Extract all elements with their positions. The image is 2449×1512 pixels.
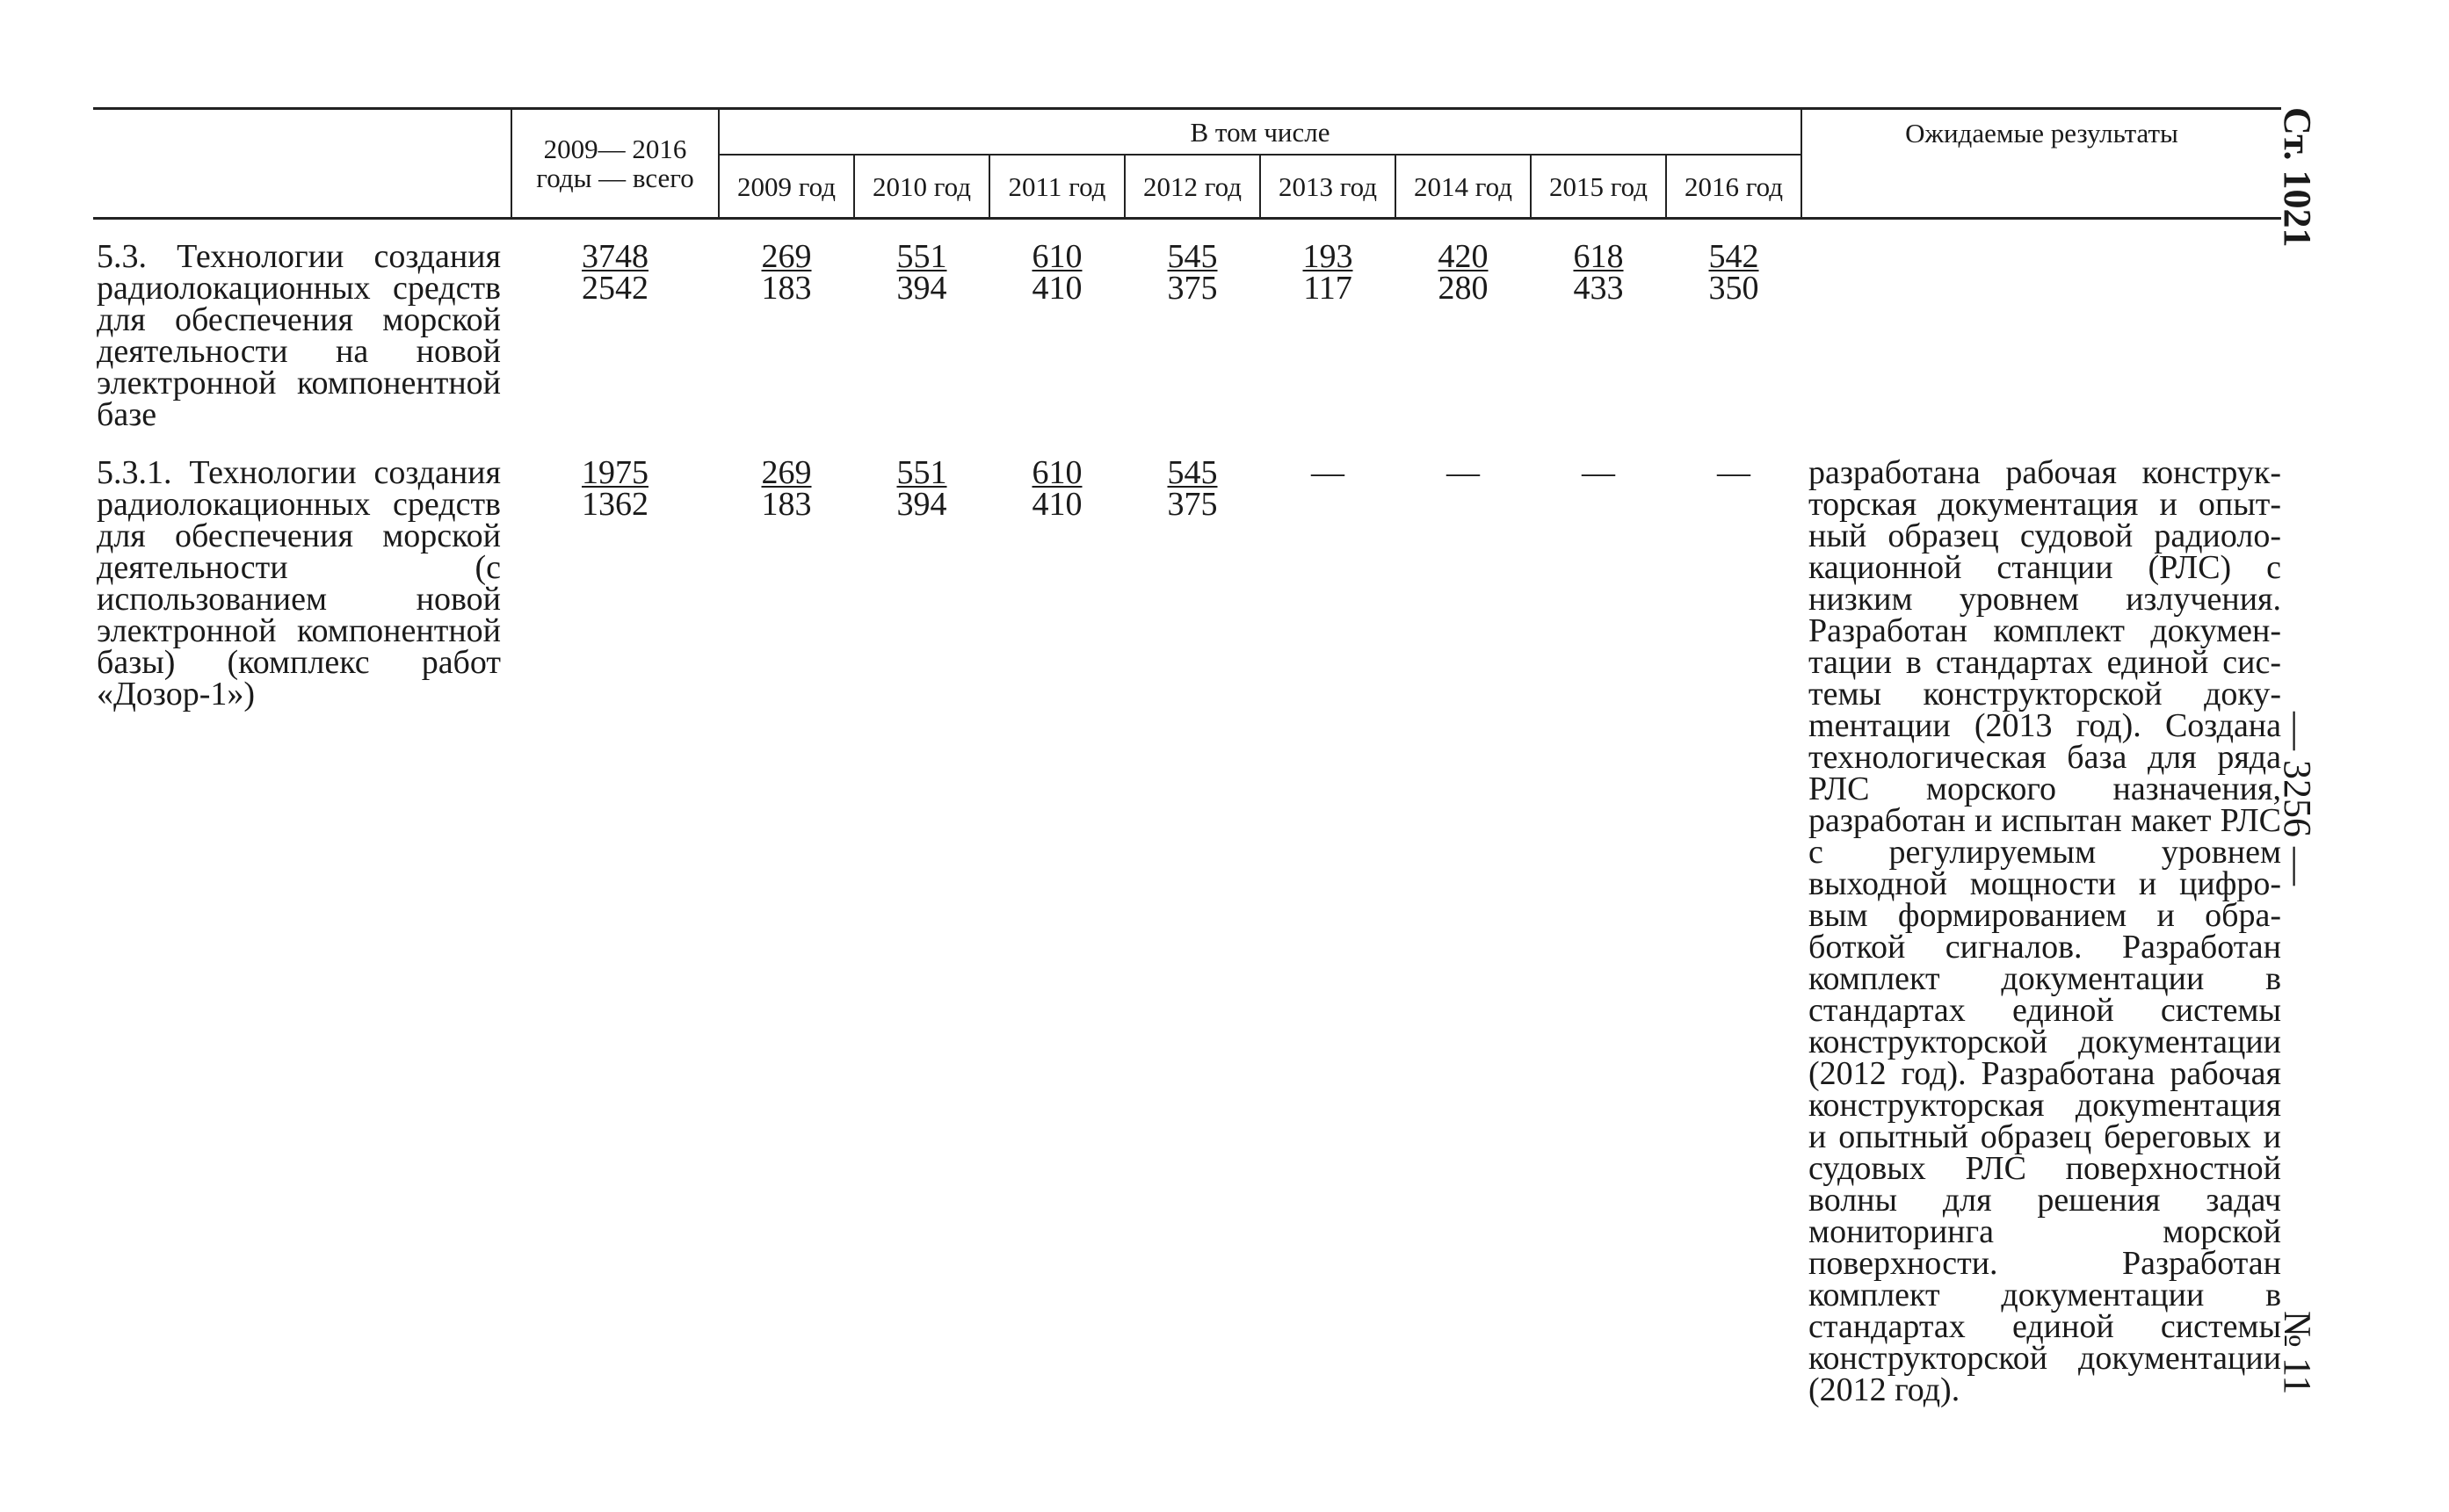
- row-name: 5.3. Технологии создания радиолокационных средств для обеспечения морской деятельности на новой электронной компонентной базе: [97, 238, 501, 433]
- header-year-2013: 2013 год: [1260, 155, 1395, 219]
- table-row: [93, 241, 2281, 430]
- row-result: разработана рабочая конструкторская документация и опытный образец судовой радиолокационной станции (РЛС) с низким уровнем излучения. Разработан комплект документации в стандартах единой системы конструкторской докуmентации (2013 год). Создана технологическая база для ряда РЛС морского назначения, разработан и испытан макет РЛС с регулируемым уровнем выходной мощности и цифровым формированием и обработкой сигналов. Разработан комплект документации в стандартах единой системы конструкторской документации (2012 год). Разработана рабочая конструкторская докуmентация и опытный образец береговых и судовых РЛС поверхностной волны для решения задач мониторинга морской поверхности. Разработан комплект документации в стандартах единой системы конструкторской документации (2012 год).: [1808, 454, 2282, 1408]
- row-total: $\frac{3748}{2542}$: [582, 238, 648, 307]
- row-value-2009: $\frac{269}{183}$: [761, 238, 812, 307]
- row-value-2014: $\frac{420}{280}$: [1438, 238, 1489, 307]
- header-year-2015: 2015 год: [1531, 155, 1666, 219]
- row-value-2011: $\frac{610}{410}$: [1032, 454, 1083, 523]
- issue-number: № 11: [2276, 1311, 2319, 1395]
- program-table: [93, 107, 2281, 1406]
- row-value-2010: $\frac{551}{394}$: [896, 238, 947, 307]
- row-result: [1801, 241, 2281, 430]
- page-label: Ст. 1021: [2276, 107, 2319, 248]
- table-row: [93, 457, 2281, 1406]
- row-value-2012: $\frac{545}{375}$: [1167, 454, 1218, 523]
- header-name-cell: [93, 109, 511, 219]
- row-value-2015: $\frac{618}{433}$: [1573, 238, 1624, 307]
- row-value-2010: $\frac{551}{394}$: [896, 454, 947, 523]
- header-year-2009: 2009 год: [719, 155, 854, 219]
- row-value-2011: $\frac{610}{410}$: [1032, 238, 1083, 307]
- row-value-2014: —: [1446, 454, 1480, 491]
- header-year-2010: 2010 год: [854, 155, 989, 219]
- row-total: $\frac{1975}{1362}$: [582, 454, 648, 523]
- header-year-2016: 2016 год: [1666, 155, 1801, 219]
- row-name: 5.3.1. Технологии создания радиолокационных средств для обеспечения морской деятельности (с использованием новой электронной компонентной базы) (комплекс работ «Дозор-1»): [97, 454, 501, 713]
- header-total-label: 2009— 2016 годы — всего: [536, 134, 694, 193]
- page-number: — 3256 —: [2276, 712, 2319, 886]
- row-value-2016: $\frac{542}{350}$: [1708, 238, 1759, 307]
- header-year-2012: 2012 год: [1125, 155, 1260, 219]
- row-value-2013: —: [1311, 454, 1344, 491]
- row-value-2012: $\frac{545}{375}$: [1167, 238, 1218, 307]
- header-results: Ожидаемые результаты: [1801, 109, 2281, 219]
- header-including: В том числе: [719, 109, 1801, 156]
- header-year-2011: 2011 год: [989, 155, 1125, 219]
- header-total-cell: [511, 109, 719, 219]
- row-value-2009: $\frac{269}{183}$: [761, 454, 812, 523]
- row-value-2013: $\frac{193}{117}$: [1302, 238, 1353, 307]
- header-year-2014: 2014 год: [1395, 155, 1531, 219]
- row-value-2015: —: [1582, 454, 1615, 491]
- row-value-2016: —: [1717, 454, 1750, 491]
